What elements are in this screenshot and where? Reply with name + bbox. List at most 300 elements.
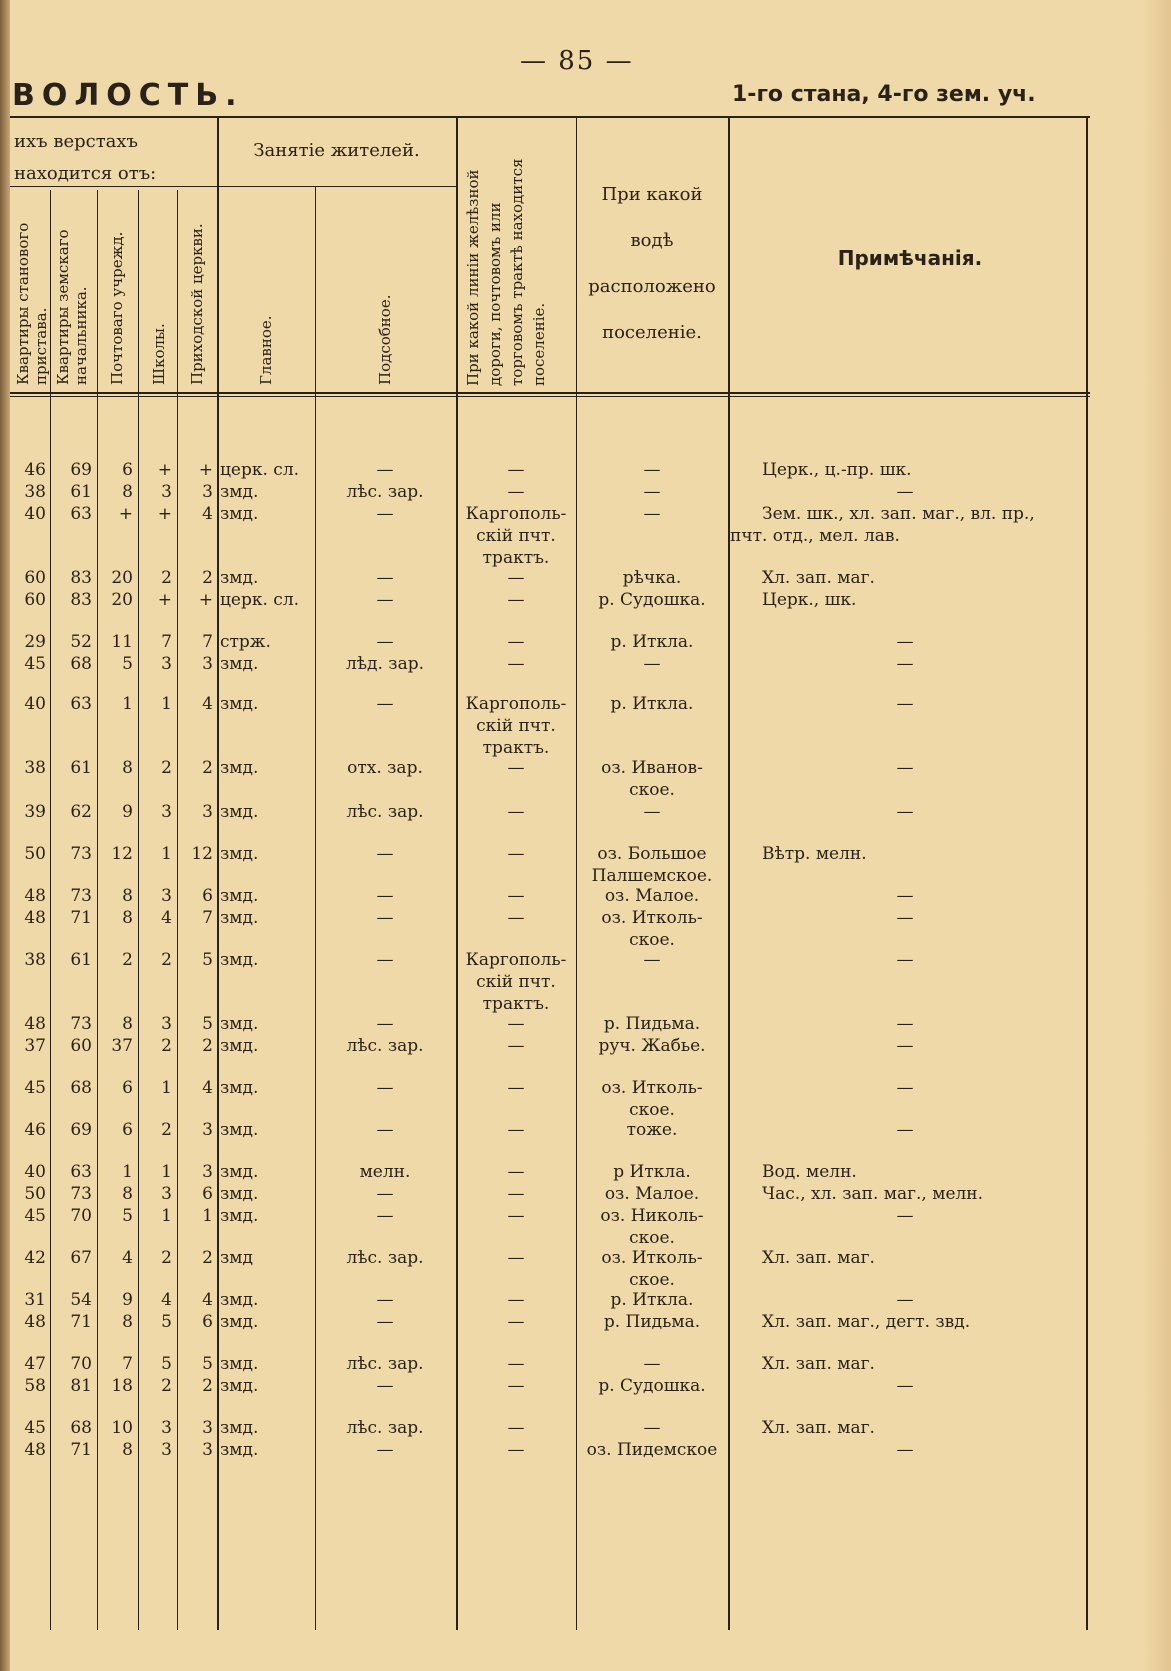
cell-church: 4 bbox=[202, 504, 213, 524]
cell-note: — bbox=[896, 654, 914, 674]
cell-church: 2 bbox=[202, 1036, 213, 1056]
header-bottom-rule-2 bbox=[10, 396, 1090, 397]
cell-post: 20 bbox=[111, 568, 133, 588]
cell-note: — bbox=[896, 758, 914, 778]
cell-zemsky: 70 bbox=[70, 1206, 92, 1226]
cell-occ-main: змд. bbox=[220, 1206, 259, 1226]
cell-road: — bbox=[507, 1354, 525, 1374]
cell-school: 7 bbox=[161, 632, 172, 652]
cell-note: — bbox=[896, 482, 914, 502]
cell-church: 7 bbox=[202, 908, 213, 928]
cell-church: + bbox=[198, 590, 213, 610]
cell-water: оз. Большое bbox=[597, 844, 707, 864]
cell-church: 5 bbox=[202, 1014, 213, 1034]
cell-post: 8 bbox=[122, 1184, 133, 1204]
cell-school: + bbox=[157, 590, 172, 610]
cell-zemsky: 63 bbox=[70, 1162, 92, 1182]
cell-note: Церк., ц.-пр. шк. bbox=[762, 460, 912, 480]
cell-post: 20 bbox=[111, 590, 133, 610]
cell-note: — bbox=[896, 1078, 914, 1098]
cell-occ-main: змд. bbox=[220, 886, 259, 906]
cell-occ-main: змд. bbox=[220, 950, 259, 970]
cell-school: 5 bbox=[161, 1354, 172, 1374]
cell-note: — bbox=[896, 1440, 914, 1460]
cell-road: скій пчт. bbox=[476, 716, 556, 736]
cell-occ-side: — bbox=[376, 1290, 394, 1310]
cell-road: — bbox=[507, 1312, 525, 1332]
cell-zemsky: 60 bbox=[70, 1036, 92, 1056]
cell-church: 4 bbox=[202, 694, 213, 714]
cell-occ-main: змд. bbox=[220, 1014, 259, 1034]
cell-occ-side: — bbox=[376, 886, 394, 906]
cell-occ-side: — bbox=[376, 1014, 394, 1034]
cell-note: пчт. отд., мел. лав. bbox=[730, 526, 900, 546]
cell-school: 1 bbox=[161, 1162, 172, 1182]
cell-church: 1 bbox=[202, 1206, 213, 1226]
cell-occ-side: лѣс. зар. bbox=[346, 1248, 424, 1268]
cell-church: 2 bbox=[202, 1376, 213, 1396]
cell-church: 6 bbox=[202, 886, 213, 906]
top-rule bbox=[10, 116, 1090, 118]
cell-post: 4 bbox=[122, 1248, 133, 1268]
cell-zemsky: 63 bbox=[70, 504, 92, 524]
cell-occ-main: змд. bbox=[220, 654, 259, 674]
cell-stanovoy: 45 bbox=[24, 1078, 46, 1098]
cell-road: — bbox=[507, 886, 525, 906]
cell-water: — bbox=[643, 802, 661, 822]
cell-water: оз. Малое. bbox=[604, 886, 700, 906]
cell-stanovoy: 45 bbox=[24, 1418, 46, 1438]
cell-stanovoy: 58 bbox=[24, 1376, 46, 1396]
occ-side-header: Подсобное. bbox=[376, 294, 394, 385]
cell-occ-side: — bbox=[376, 1078, 394, 1098]
cell-water: — bbox=[643, 1354, 661, 1374]
cell-occ-side: — bbox=[376, 1206, 394, 1226]
cell-school: 3 bbox=[161, 1418, 172, 1438]
cell-school: 2 bbox=[161, 950, 172, 970]
cell-school: 3 bbox=[161, 482, 172, 502]
cell-water: р. Судошка. bbox=[598, 1376, 706, 1396]
cell-occ-side: — bbox=[376, 694, 394, 714]
cell-church: 12 bbox=[191, 844, 213, 864]
cell-road: — bbox=[507, 1376, 525, 1396]
cell-occ-main: змд. bbox=[220, 844, 259, 864]
cell-zemsky: 67 bbox=[70, 1248, 92, 1268]
cell-occ-main: змд. bbox=[220, 1354, 259, 1374]
cell-water: р. Иткла. bbox=[610, 694, 694, 714]
cell-road: — bbox=[507, 1440, 525, 1460]
cell-post: 18 bbox=[111, 1376, 133, 1396]
cell-water: — bbox=[643, 460, 661, 480]
cell-post: 5 bbox=[122, 654, 133, 674]
cell-school: 3 bbox=[161, 1184, 172, 1204]
cell-road: Каргополь- bbox=[465, 950, 567, 970]
cell-school: 3 bbox=[161, 802, 172, 822]
cell-church: 2 bbox=[202, 568, 213, 588]
cell-road: — bbox=[507, 1120, 525, 1140]
cell-occ-main: змд. bbox=[220, 1312, 259, 1332]
cell-occ-side: лѣс. зар. bbox=[346, 802, 424, 822]
cell-post: 1 bbox=[122, 1162, 133, 1182]
cell-road: — bbox=[507, 654, 525, 674]
cell-note: — bbox=[896, 1206, 914, 1226]
cell-occ-side: — bbox=[376, 1440, 394, 1460]
cell-note: Хл. зап. маг., дегт. звд. bbox=[762, 1312, 971, 1332]
stanovoy-header: Квартиры станового пристава. bbox=[14, 222, 50, 385]
cell-post: 11 bbox=[111, 632, 133, 652]
cell-occ-side: — bbox=[376, 460, 394, 480]
cell-road: — bbox=[507, 1418, 525, 1438]
cell-post: 2 bbox=[122, 950, 133, 970]
cell-water: оз. Пидемское bbox=[586, 1440, 718, 1460]
cell-occ-side: — bbox=[376, 908, 394, 928]
cell-road: — bbox=[507, 590, 525, 610]
cell-school: 3 bbox=[161, 1440, 172, 1460]
col-line bbox=[50, 190, 51, 1630]
zemsky-header: Квартиры земскаго начальника. bbox=[54, 229, 90, 385]
cell-water: ское. bbox=[629, 1100, 675, 1120]
cell-water: — bbox=[643, 482, 661, 502]
cell-church: 6 bbox=[202, 1184, 213, 1204]
cell-post: 10 bbox=[111, 1418, 133, 1438]
cell-zemsky: 68 bbox=[70, 1418, 92, 1438]
cell-note: — bbox=[896, 632, 914, 652]
cell-road: — bbox=[507, 1206, 525, 1226]
cell-zemsky: 62 bbox=[70, 802, 92, 822]
cell-school: 3 bbox=[161, 1014, 172, 1034]
cell-stanovoy: 48 bbox=[24, 1014, 46, 1034]
header-bottom-rule bbox=[10, 392, 1090, 394]
cell-church: 3 bbox=[202, 1162, 213, 1182]
cell-stanovoy: 31 bbox=[24, 1290, 46, 1310]
cell-post: 6 bbox=[122, 460, 133, 480]
cell-stanovoy: 46 bbox=[24, 460, 46, 480]
cell-zemsky: 68 bbox=[70, 1078, 92, 1098]
cell-occ-side: отх. зар. bbox=[347, 758, 423, 778]
cell-occ-side: — bbox=[376, 1376, 394, 1396]
cell-road: скій пчт. bbox=[476, 972, 556, 992]
cell-road: — bbox=[507, 632, 525, 652]
cell-school: 4 bbox=[161, 908, 172, 928]
cell-church: 3 bbox=[202, 1440, 213, 1460]
cell-road: — bbox=[507, 1162, 525, 1182]
cell-note: — bbox=[896, 1120, 914, 1140]
cell-note: Церк., шк. bbox=[762, 590, 857, 610]
cell-occ-side: — bbox=[376, 1184, 394, 1204]
cell-road: — bbox=[507, 758, 525, 778]
col-line bbox=[728, 116, 730, 1630]
cell-water: ское. bbox=[629, 1228, 675, 1248]
cell-occ-side: — bbox=[376, 568, 394, 588]
cell-occ-main: змд. bbox=[220, 1418, 259, 1438]
cell-occ-main: змд. bbox=[220, 504, 259, 524]
school-header: Школы. bbox=[150, 323, 168, 385]
cell-road: — bbox=[507, 1248, 525, 1268]
cell-note: — bbox=[896, 1014, 914, 1034]
cell-note: Вод. мелн. bbox=[762, 1162, 857, 1182]
cell-post: 8 bbox=[122, 1014, 133, 1034]
cell-zemsky: 71 bbox=[70, 1440, 92, 1460]
cell-zemsky: 54 bbox=[70, 1290, 92, 1310]
cell-zemsky: 61 bbox=[70, 482, 92, 502]
cell-school: 1 bbox=[161, 694, 172, 714]
cell-zemsky: 73 bbox=[70, 886, 92, 906]
page-edge-right bbox=[1141, 0, 1171, 1671]
cell-water: ское. bbox=[629, 780, 675, 800]
cell-stanovoy: 60 bbox=[24, 568, 46, 588]
cell-occ-main: змд. bbox=[220, 758, 259, 778]
cell-zemsky: 71 bbox=[70, 908, 92, 928]
cell-water: оз. Итколь- bbox=[601, 908, 703, 928]
cell-water: ское. bbox=[629, 1270, 675, 1290]
group-rule bbox=[217, 186, 456, 187]
cell-stanovoy: 42 bbox=[24, 1248, 46, 1268]
cell-occ-side: — bbox=[376, 844, 394, 864]
cell-school: + bbox=[157, 460, 172, 480]
cell-school: + bbox=[157, 504, 172, 524]
cell-road: — bbox=[507, 1014, 525, 1034]
cell-occ-side: — bbox=[376, 590, 394, 610]
cell-road: — bbox=[507, 802, 525, 822]
cell-post: 9 bbox=[122, 802, 133, 822]
cell-zemsky: 81 bbox=[70, 1376, 92, 1396]
cell-occ-main: змд. bbox=[220, 694, 259, 714]
notes-header: Примѣчанія. bbox=[837, 246, 983, 270]
cell-note: — bbox=[896, 886, 914, 906]
cell-road: — bbox=[507, 844, 525, 864]
col-line bbox=[217, 116, 219, 1630]
cell-occ-side: лѣс. зар. bbox=[346, 482, 424, 502]
stan-heading: 1-го стана, 4-го зем. уч. bbox=[732, 82, 1036, 107]
distances-group-header: ихъ верстахъ находится отъ: bbox=[14, 131, 157, 184]
col-line bbox=[1086, 116, 1088, 1630]
cell-water: рѣчка. bbox=[622, 568, 682, 588]
cell-water: оз. Итколь- bbox=[601, 1078, 703, 1098]
cell-zemsky: 71 bbox=[70, 1312, 92, 1332]
cell-stanovoy: 48 bbox=[24, 886, 46, 906]
cell-note: — bbox=[896, 908, 914, 928]
cell-zemsky: 68 bbox=[70, 654, 92, 674]
cell-stanovoy: 39 bbox=[24, 802, 46, 822]
cell-occ-main: змд. bbox=[220, 1036, 259, 1056]
cell-occ-main: змд. bbox=[220, 1376, 259, 1396]
cell-church: 6 bbox=[202, 1312, 213, 1332]
occ-main-header: Главное. bbox=[257, 315, 275, 385]
cell-road: трактъ. bbox=[482, 548, 550, 568]
cell-post: 8 bbox=[122, 908, 133, 928]
cell-occ-main: змд bbox=[220, 1248, 253, 1268]
cell-church: 3 bbox=[202, 1120, 213, 1140]
cell-water: оз. Николь- bbox=[600, 1206, 704, 1226]
cell-water: оз. Итколь- bbox=[601, 1248, 703, 1268]
cell-school: 3 bbox=[161, 886, 172, 906]
occupation-group-header: Занятіе жителей. bbox=[253, 140, 420, 161]
cell-road: — bbox=[507, 1290, 525, 1310]
cell-church: 4 bbox=[202, 1078, 213, 1098]
cell-occ-main: змд. bbox=[220, 482, 259, 502]
cell-stanovoy: 45 bbox=[24, 654, 46, 674]
cell-occ-main: змд. bbox=[220, 802, 259, 822]
cell-zemsky: 73 bbox=[70, 1184, 92, 1204]
cell-occ-main: змд. bbox=[220, 1078, 259, 1098]
cell-stanovoy: 38 bbox=[24, 482, 46, 502]
col-line bbox=[456, 116, 458, 1630]
cell-occ-side: лѣд. зар. bbox=[345, 654, 425, 674]
cell-note: — bbox=[896, 950, 914, 970]
cell-stanovoy: 60 bbox=[24, 590, 46, 610]
cell-road: Каргополь- bbox=[465, 694, 567, 714]
col-line bbox=[315, 186, 316, 1630]
cell-note: Хл. зап. маг. bbox=[762, 1418, 875, 1438]
cell-occ-main: змд. bbox=[220, 1162, 259, 1182]
cell-water: оз. Малое. bbox=[604, 1184, 700, 1204]
cell-road: — bbox=[507, 460, 525, 480]
cell-water: р. Пидьма. bbox=[603, 1014, 701, 1034]
cell-school: 2 bbox=[161, 1036, 172, 1056]
cell-school: 2 bbox=[161, 1376, 172, 1396]
cell-note: Час., хл. зап. маг., мелн. bbox=[762, 1184, 984, 1204]
cell-church: 3 bbox=[202, 1418, 213, 1438]
cell-water: тоже. bbox=[626, 1120, 678, 1140]
page-edge-left bbox=[0, 0, 10, 1671]
cell-stanovoy: 47 bbox=[24, 1354, 46, 1374]
cell-water: р. Судошка. bbox=[598, 590, 706, 610]
cell-water: р. Иткла. bbox=[610, 632, 694, 652]
cell-occ-side: — bbox=[376, 1312, 394, 1332]
cell-occ-main: змд. bbox=[220, 1184, 259, 1204]
cell-occ-main: церк. сл. bbox=[220, 460, 300, 480]
post-header: Почтоваго учрежд. bbox=[108, 231, 126, 385]
cell-occ-main: змд. bbox=[220, 1290, 259, 1310]
cell-zemsky: 73 bbox=[70, 1014, 92, 1034]
col-line bbox=[138, 190, 139, 1630]
cell-road: Каргополь- bbox=[465, 504, 567, 524]
cell-post: 8 bbox=[122, 886, 133, 906]
volost-heading: ВОЛОСТЬ. bbox=[12, 78, 244, 113]
cell-post: 1 bbox=[122, 694, 133, 714]
cell-water: — bbox=[643, 654, 661, 674]
cell-school: 5 bbox=[161, 1312, 172, 1332]
road-header: При какой линіи желѣзной дороги, почтовомъ или торговомъ трактѣ находится поселеніе. bbox=[464, 158, 548, 386]
cell-occ-main: змд. bbox=[220, 908, 259, 928]
cell-stanovoy: 48 bbox=[24, 1312, 46, 1332]
cell-occ-main: стрж. bbox=[220, 632, 271, 652]
cell-zemsky: 61 bbox=[70, 758, 92, 778]
cell-church: 3 bbox=[202, 802, 213, 822]
col-line bbox=[576, 116, 577, 1630]
cell-road: — bbox=[507, 568, 525, 588]
cell-post: 6 bbox=[122, 1120, 133, 1140]
cell-zemsky: 69 bbox=[70, 1120, 92, 1140]
cell-occ-main: змд. bbox=[220, 1120, 259, 1140]
cell-post: 37 bbox=[111, 1036, 133, 1056]
cell-note: — bbox=[896, 1036, 914, 1056]
cell-post: 12 bbox=[111, 844, 133, 864]
cell-road: — bbox=[507, 1184, 525, 1204]
cell-road: — bbox=[507, 908, 525, 928]
cell-post: + bbox=[118, 504, 133, 524]
cell-school: 2 bbox=[161, 1248, 172, 1268]
church-header: Приходской церкви. bbox=[188, 223, 206, 385]
cell-post: 9 bbox=[122, 1290, 133, 1310]
cell-zemsky: 70 bbox=[70, 1354, 92, 1374]
cell-stanovoy: 40 bbox=[24, 1162, 46, 1182]
cell-occ-main: змд. bbox=[220, 568, 259, 588]
cell-school: 4 bbox=[161, 1290, 172, 1310]
cell-road: трактъ. bbox=[482, 994, 550, 1014]
cell-zemsky: 52 bbox=[70, 632, 92, 652]
cell-water: Палшемское. bbox=[591, 866, 713, 886]
cell-occ-main: змд. bbox=[220, 1440, 259, 1460]
cell-stanovoy: 48 bbox=[24, 1440, 46, 1460]
cell-stanovoy: 50 bbox=[24, 1184, 46, 1204]
cell-school: 3 bbox=[161, 654, 172, 674]
cell-water: — bbox=[643, 1418, 661, 1438]
cell-school: 2 bbox=[161, 568, 172, 588]
cell-church: 5 bbox=[202, 1354, 213, 1374]
col-line bbox=[177, 190, 178, 1630]
cell-road: — bbox=[507, 1036, 525, 1056]
cell-stanovoy: 45 bbox=[24, 1206, 46, 1226]
cell-road: — bbox=[507, 1078, 525, 1098]
cell-note: Зем. шк., хл. зап. маг., вл. пр., bbox=[762, 504, 1035, 524]
cell-school: 2 bbox=[161, 758, 172, 778]
cell-school: 1 bbox=[161, 844, 172, 864]
cell-church: 2 bbox=[202, 758, 213, 778]
cell-stanovoy: 29 bbox=[24, 632, 46, 652]
cell-water: р. Пидьма. bbox=[603, 1312, 701, 1332]
cell-church: 2 bbox=[202, 1248, 213, 1268]
cell-school: 2 bbox=[161, 1120, 172, 1140]
cell-note: Вѣтр. мелн. bbox=[762, 844, 867, 864]
cell-zemsky: 73 bbox=[70, 844, 92, 864]
cell-post: 8 bbox=[122, 1440, 133, 1460]
cell-church: 7 bbox=[202, 632, 213, 652]
cell-occ-side: лѣс. зар. bbox=[346, 1354, 424, 1374]
col-line bbox=[97, 190, 98, 1630]
cell-church: + bbox=[198, 460, 213, 480]
cell-note: Хл. зап. маг. bbox=[762, 568, 875, 588]
cell-water: — bbox=[643, 950, 661, 970]
cell-occ-main: церк. сл. bbox=[220, 590, 300, 610]
cell-occ-side: лѣс. зар. bbox=[346, 1036, 424, 1056]
cell-occ-side: — bbox=[376, 632, 394, 652]
cell-zemsky: 61 bbox=[70, 950, 92, 970]
cell-church: 3 bbox=[202, 482, 213, 502]
cell-water: р Иткла. bbox=[613, 1162, 691, 1182]
cell-occ-side: — bbox=[376, 950, 394, 970]
cell-stanovoy: 46 bbox=[24, 1120, 46, 1140]
cell-water: руч. Жабье. bbox=[598, 1036, 706, 1056]
water-header: При какой водѣ расположено поселеніе. bbox=[588, 184, 716, 343]
cell-water: ское. bbox=[629, 930, 675, 950]
cell-zemsky: 69 bbox=[70, 460, 92, 480]
cell-note: — bbox=[896, 694, 914, 714]
cell-stanovoy: 37 bbox=[24, 1036, 46, 1056]
cell-stanovoy: 50 bbox=[24, 844, 46, 864]
cell-water: — bbox=[643, 504, 661, 524]
cell-post: 6 bbox=[122, 1078, 133, 1098]
cell-water: оз. Иванов- bbox=[601, 758, 703, 778]
cell-occ-side: — bbox=[376, 504, 394, 524]
cell-note: Хл. зап. маг. bbox=[762, 1354, 875, 1374]
cell-church: 3 bbox=[202, 654, 213, 674]
cell-note: — bbox=[896, 802, 914, 822]
cell-stanovoy: 40 bbox=[24, 694, 46, 714]
cell-road: трактъ. bbox=[482, 738, 550, 758]
cell-water: р. Иткла. bbox=[610, 1290, 694, 1310]
cell-post: 7 bbox=[122, 1354, 133, 1374]
